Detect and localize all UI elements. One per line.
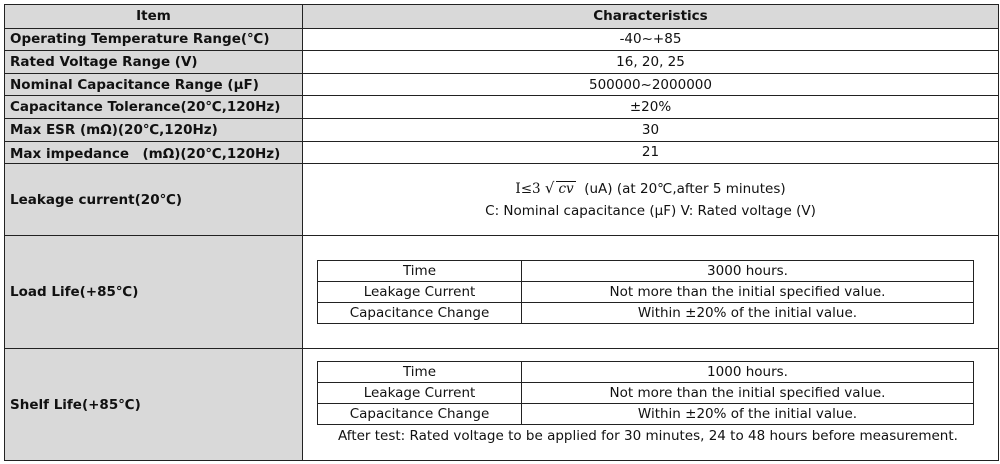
table-row (318, 303, 974, 324)
shelf-life-row (5, 349, 999, 461)
load-life-value (303, 236, 999, 349)
shelf-life-label: Shelf Life(+85℃) (5, 349, 303, 461)
rated-voltage-label: Rated Voltage Range (V) (5, 51, 303, 74)
load-life-row (5, 236, 999, 349)
load-leakage-label: Leakage Current (318, 282, 522, 303)
leakage-current-value (303, 164, 999, 236)
shelf-capacitance-label: Capacitance Change (318, 404, 522, 425)
formula-suffix: (uA) (at 20℃,after 5 minutes) (584, 181, 786, 198)
operating-temperature-label: Operating Temperature Range(℃) (5, 28, 303, 51)
table-row (318, 404, 974, 425)
shelf-leakage-value: Not more than the initial specified value. (522, 383, 974, 404)
load-capacitance-label: Capacitance Change (318, 303, 522, 324)
max-impedance-label: Max impedance (mΩ)(20℃,120Hz) (5, 141, 303, 164)
characteristics-header: Characteristics (303, 5, 999, 29)
table-row (5, 51, 999, 74)
shelf-life-value (303, 349, 999, 461)
table-row (318, 282, 974, 303)
formula-radicand: cv (558, 181, 574, 198)
table-row (5, 28, 999, 51)
shelf-life-note: After test: Rated voltage to be applied for 30 minutes, 24 to 48 hours before measurement. (338, 428, 958, 445)
load-life-table (317, 260, 974, 324)
table-row (5, 73, 999, 96)
formula-prefix: I≤3 (515, 181, 541, 198)
capacitance-tolerance-label: Capacitance Tolerance(20℃,120Hz) (5, 96, 303, 119)
load-leakage-value: Not more than the initial specified value. (522, 282, 974, 303)
operating-temperature-value: -40~+85 (303, 28, 999, 51)
leakage-row (5, 164, 999, 236)
table-row (5, 118, 999, 141)
shelf-capacitance-value: Within ±20% of the initial value. (522, 404, 974, 425)
nominal-capacitance-value: 500000~2000000 (303, 73, 999, 96)
rated-voltage-value: 16, 20, 25 (303, 51, 999, 74)
table-row (318, 383, 974, 404)
load-time-value: 3000 hours. (522, 261, 974, 282)
nominal-capacitance-label: Nominal Capacitance Range (μF) (5, 73, 303, 96)
load-life-label: Load Life(+85℃) (5, 236, 303, 349)
max-esr-label: Max ESR (mΩ)(20℃,120Hz) (5, 118, 303, 141)
load-time-label: Time (318, 261, 522, 282)
max-impedance-value: 21 (303, 141, 999, 164)
table-row (5, 96, 999, 119)
shelf-leakage-label: Leakage Current (318, 383, 522, 404)
item-header: Item (5, 5, 303, 29)
leakage-current-label: Leakage current(20℃) (5, 164, 303, 236)
spec-table (4, 4, 999, 461)
table-row (318, 261, 974, 282)
leakage-note: C: Nominal capacitance (μF) V: Rated voltage (V) (485, 203, 816, 220)
max-esr-value: 30 (303, 118, 999, 141)
sqrt-sign: √ (544, 179, 555, 198)
leakage-formula (308, 177, 993, 200)
shelf-time-label: Time (318, 362, 522, 383)
load-capacitance-value: Within ±20% of the initial value. (522, 303, 974, 324)
table-row (318, 362, 974, 383)
shelf-life-table (317, 361, 974, 425)
capacitance-tolerance-value: ±20% (303, 96, 999, 119)
shelf-time-value: 1000 hours. (522, 362, 974, 383)
header-row (5, 5, 999, 29)
table-row (5, 141, 999, 164)
